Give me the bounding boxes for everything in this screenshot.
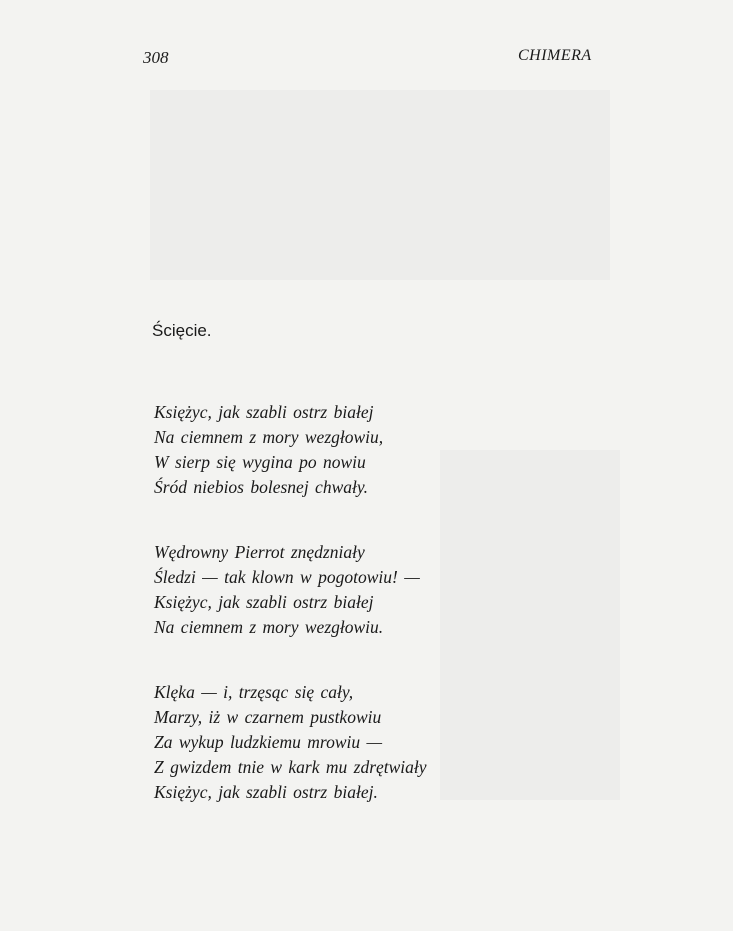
verse-line: Księżyc, jak szabli ostrz białej	[154, 592, 374, 612]
stanza-1	[154, 400, 383, 500]
show-through-shadow	[150, 90, 610, 280]
verse-line: W sierp się wygina po nowiu	[154, 452, 366, 472]
verse-line: Na ciemnem z mory wezgłowiu,	[154, 427, 384, 447]
poem-title: Ścięcie.	[152, 321, 212, 340]
verse-line: Na ciemnem z mory wezgłowiu.	[154, 617, 384, 637]
verse-line: Marzy, iż w czarnem pustkowiu	[154, 707, 382, 727]
verse-line: Śledzi — tak klown w pogotowiu! —	[154, 567, 420, 587]
verse-line: Za wykup ludzkiemu mrowiu —	[154, 732, 383, 752]
verse-line: Śród niebios bolesnej chwały.	[154, 477, 369, 497]
verse-line: Księżyc, jak szabli ostrz białej.	[154, 782, 378, 802]
verse-line: Wędrowny Pierrot znędzniały	[154, 542, 365, 562]
verse-line: Księżyc, jak szabli ostrz białej	[154, 402, 374, 422]
show-through-shadow	[440, 450, 620, 800]
verse-line: Z gwizdem tnie w kark mu zdrętwiały	[154, 757, 427, 777]
running-title: CHIMERA	[518, 47, 592, 64]
page-number: 308	[143, 48, 169, 67]
stanza-3	[154, 680, 427, 805]
stanza-2	[154, 540, 420, 640]
verse-line: Klęka — i, trzęsąc się cały,	[154, 682, 354, 702]
